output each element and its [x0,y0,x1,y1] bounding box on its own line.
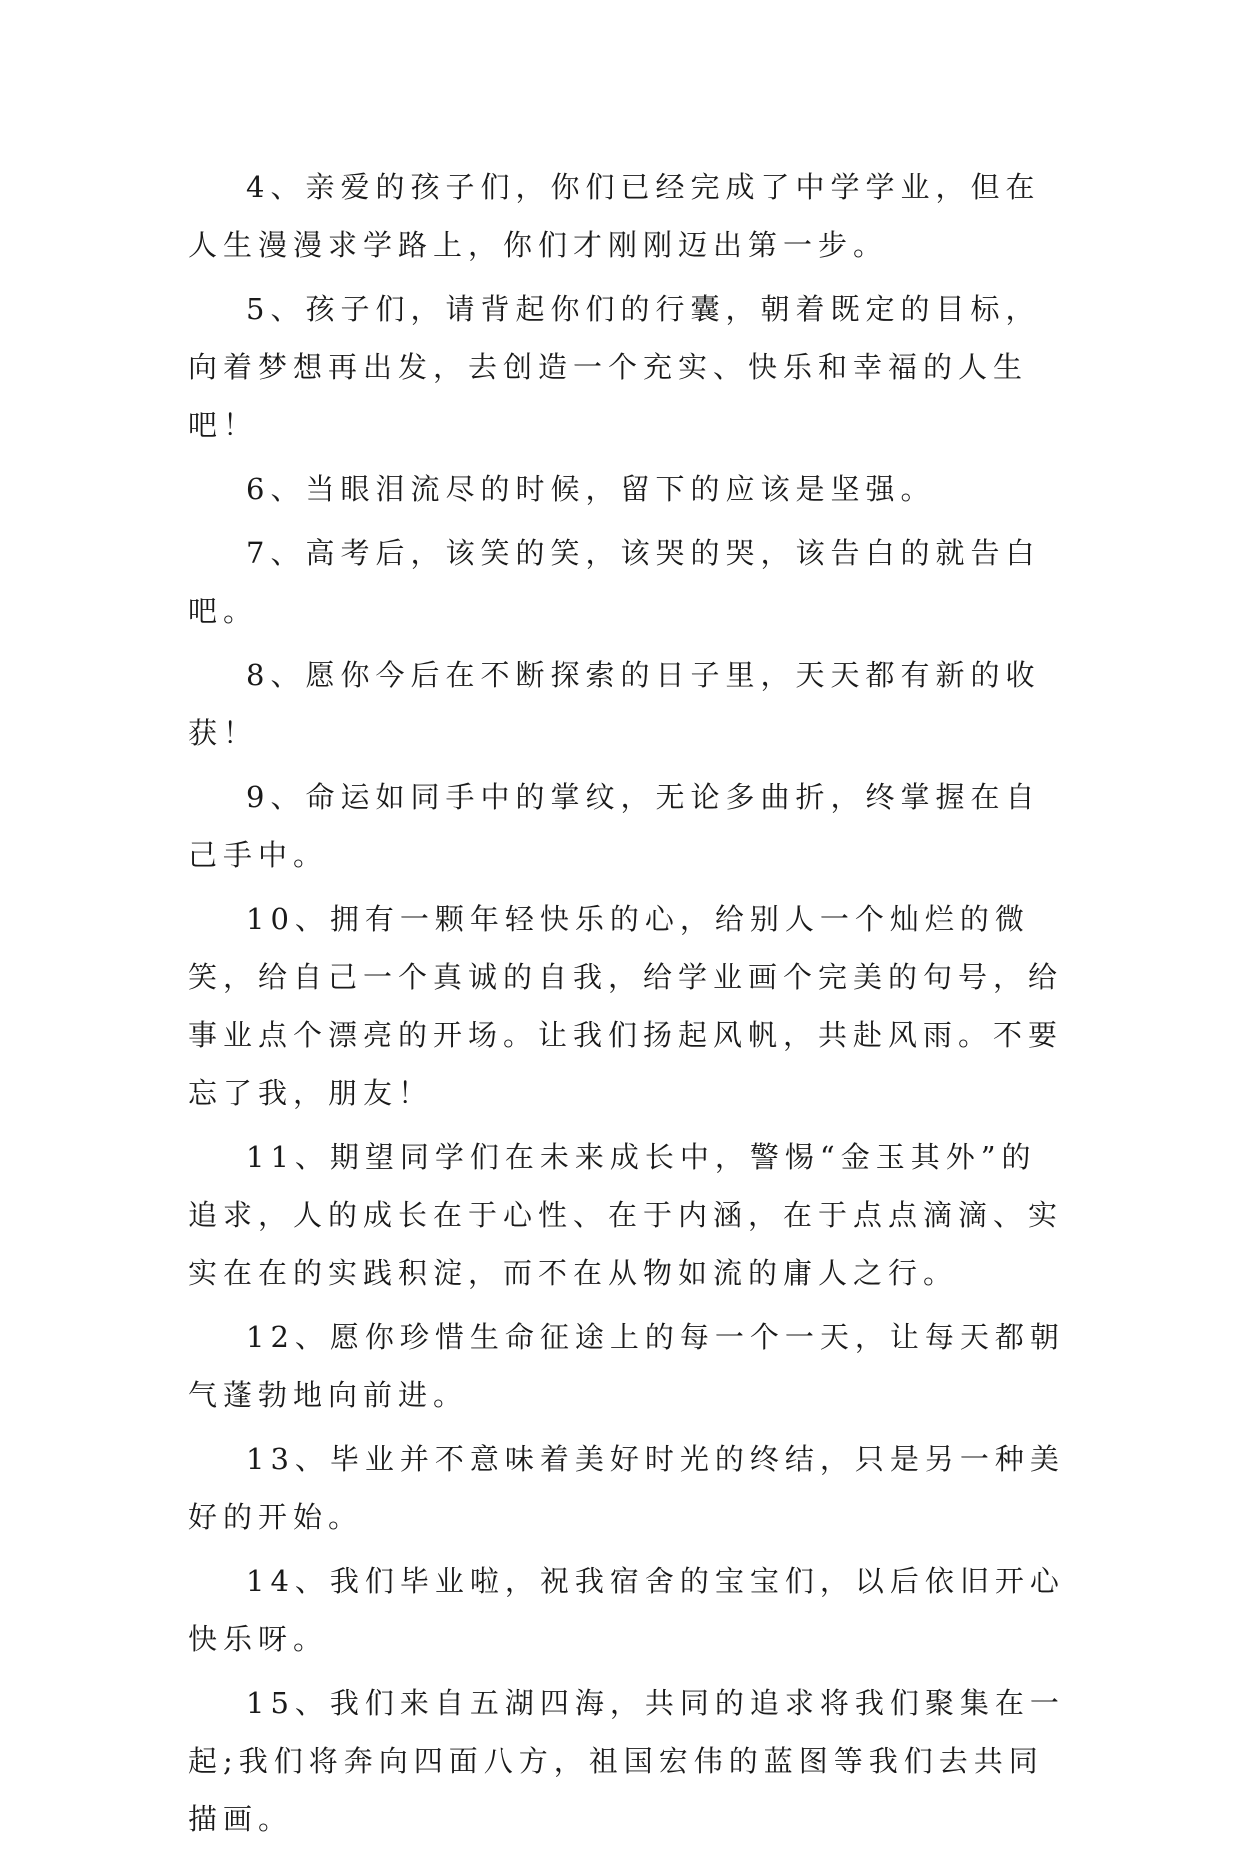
paragraph-11: 11、期望同学们在未来成长中，警惕“金玉其外”的追求，人的成长在于心性、在于内涵，在于点点滴滴、实实在在的实践积淀，而不在从物如流的庸人之行。 [188,1140,1064,1290]
paragraph-6: 6、当眼泪流尽的时候，留下的应该是坚强。 [246,472,936,506]
paragraph-9: 9、命运如同手中的掌纹，无论多曲折，终掌握在自己手中。 [188,780,1041,872]
document-body [188,158,1068,1854]
paragraph-13: 13、毕业并不意味着美好时光的终结，只是另一种美好的开始。 [188,1442,1065,1534]
paragraph-15: 15、我们来自五湖四海，共同的追求将我们聚集在一起;我们将奔向四面八方，祖国宏伟的蓝图等我们去共同描画。 [188,1686,1065,1836]
paragraph-10: 10、拥有一颗年轻快乐的心，给别人一个灿烂的微笑，给自己一个真诚的自我，给学业画个完美的句号，给事业点个漂亮的开场。让我们扬起风帆，共赴风雨。不要忘了我，朋友！ [188,902,1064,1110]
paragraph-12: 12、愿你珍惜生命征途上的每一个一天，让每天都朝气蓬勃地向前进。 [188,1320,1065,1412]
paragraph-7: 7、高考后，该笑的笑，该哭的哭，该告白的就告白吧。 [188,536,1041,628]
paragraph-5: 5、孩子们，请背起你们的行囊，朝着既定的目标，向着梦想再出发，去创造一个充实、快乐和幸福的人生吧！ [188,292,1041,442]
paragraph-8: 8、愿你今后在不断探索的日子里，天天都有新的收获！ [188,658,1041,750]
paragraph-14: 14、我们毕业啦，祝我宿舍的宝宝们，以后依旧开心快乐呀。 [188,1564,1065,1656]
paragraph-4: 4、亲爱的孩子们，你们已经完成了中学学业，但在人生漫漫求学路上，你们才刚刚迈出第一步。 [188,170,1041,262]
